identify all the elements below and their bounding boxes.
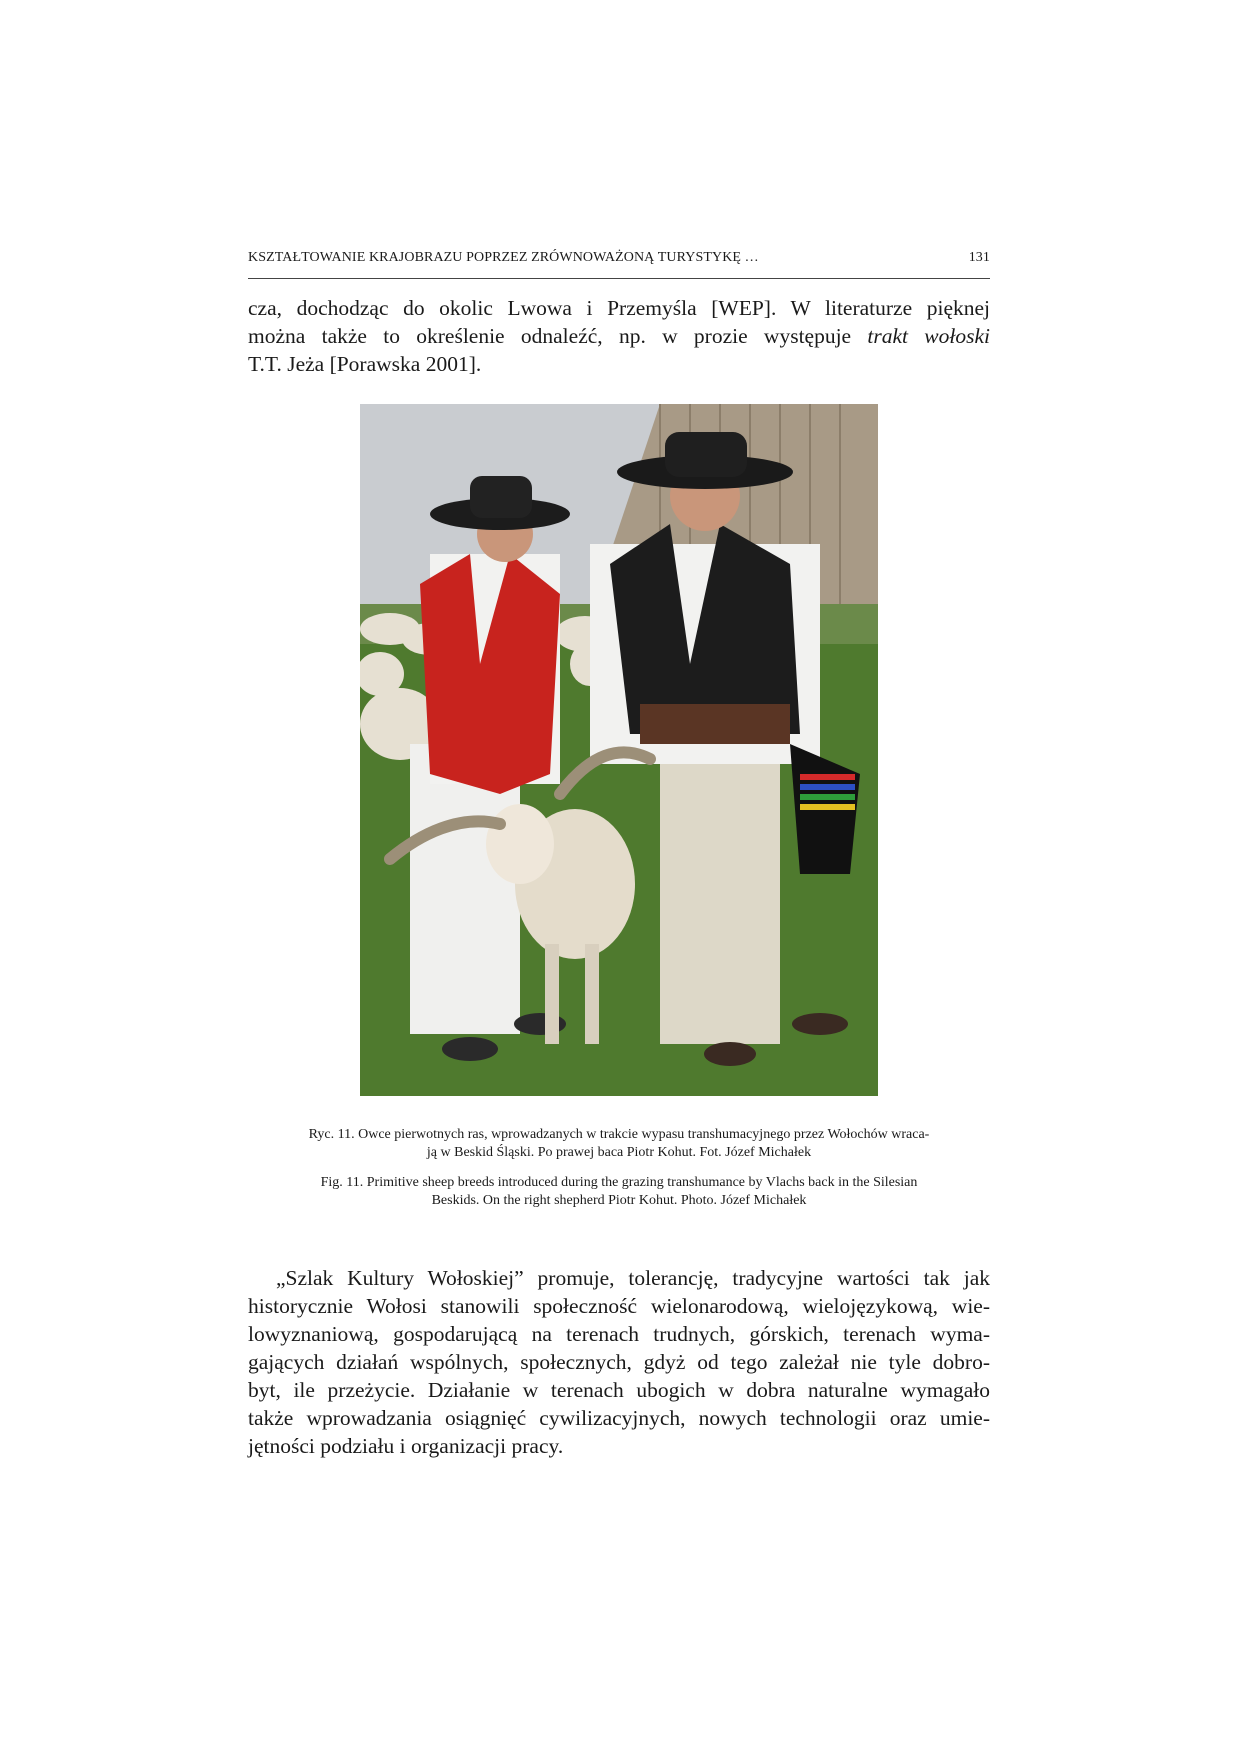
main-paragraph-line: lowyznaniową, gospodarującą na terenach trudnych, górskich, terenach wyma-	[248, 1322, 990, 1346]
caption-line: Ryc. 11. Owce pierwotnych ras, wprowadzanych w trakcie wypasu transhumacyjnego przez Wołochów wraca-	[308, 1127, 930, 1142]
main-paragraph	[248, 1264, 990, 1460]
top-paragraph-line: T.T. Jeża [Porawska 2001].	[248, 352, 482, 376]
header-rule	[248, 278, 990, 279]
main-paragraph-line: także wprowadzania osiągnięć cywilizacyjnych, nowych technologii oraz umie-	[248, 1406, 990, 1430]
photo-illustration	[360, 404, 878, 1096]
figure-caption-en	[248, 1174, 990, 1210]
top-paragraph	[248, 294, 990, 378]
figure-caption-pl	[248, 1126, 990, 1162]
figure-photo	[360, 404, 878, 1096]
main-paragraph-line: byt, ile przeżycie. Działanie w terenach ubogich w dobra naturalne wymagało	[248, 1378, 990, 1402]
caption-line: Fig. 11. Primitive sheep breeds introduced during the grazing transhumance by Vlachs back in the Silesian	[320, 1175, 918, 1190]
italic-term: trakt wołoski	[867, 324, 990, 348]
running-title: KSZTAŁTOWANIE KRAJOBRAZU POPRZEZ ZRÓWNOWAŻONĄ TURYSTYKĘ …	[248, 250, 759, 265]
top-paragraph-line	[248, 322, 990, 350]
page-number: 131	[968, 250, 990, 265]
main-paragraph-line: „Szlak Kultury Wołoskiej” promuje, tolerancję, tradycyjne wartości tak jak	[276, 1266, 990, 1290]
top-paragraph-line: cza, dochodząc do okolic Lwowa i Przemyśla [WEP]. W literaturze pięknej	[248, 296, 990, 320]
main-paragraph-line: jętności podziału i organizacji pracy.	[248, 1434, 564, 1458]
caption-line: Beskids. On the right shepherd Piotr Kohut. Photo. Józef Michałek	[431, 1193, 807, 1208]
main-paragraph-line: historycznie Wołosi stanowili społeczność wielonarodową, wielojęzykową, wie-	[248, 1294, 990, 1318]
top-paragraph-text: można także to określenie odnaleźć, np. w prozie występuje	[248, 324, 868, 348]
running-header	[248, 250, 990, 266]
main-paragraph-line: gających działań wspólnych, społecznych, gdyż od tego zależał nie tyle dobro-	[248, 1350, 990, 1374]
caption-line: ją w Beskid Śląski. Po prawej baca Piotr Kohut. Fot. Józef Michałek	[426, 1145, 812, 1160]
